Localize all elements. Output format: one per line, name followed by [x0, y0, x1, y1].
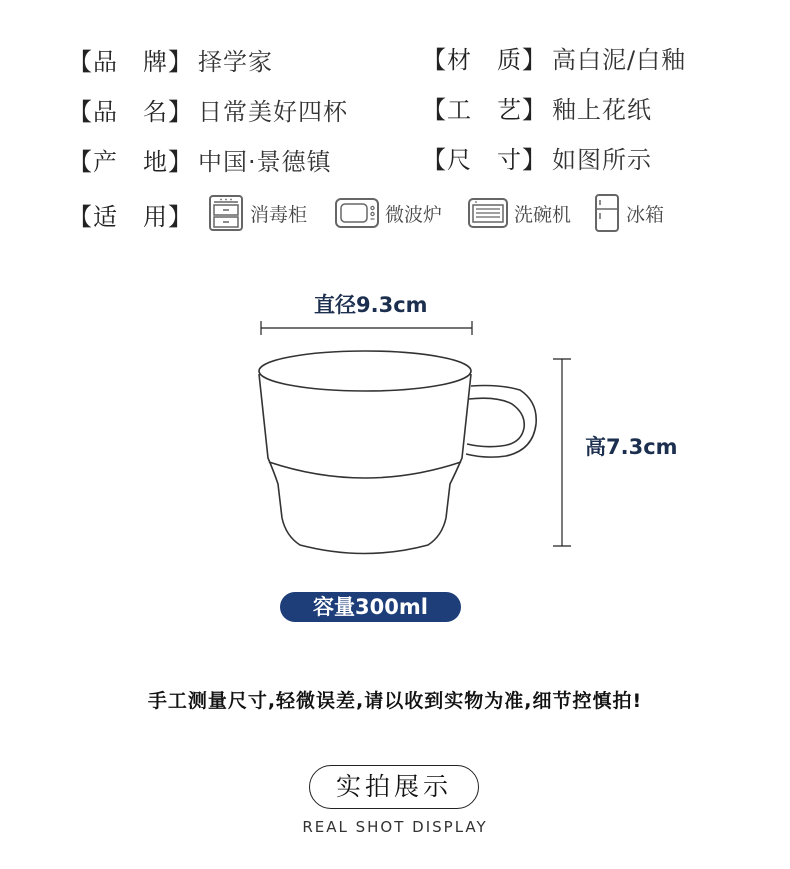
real-shot-display-title: 实拍展示	[309, 765, 479, 809]
usage-label: 【适 用】	[68, 203, 193, 231]
microwave-icon	[335, 197, 379, 229]
usage-row	[68, 193, 768, 233]
spec-value: 如图所示	[552, 146, 652, 174]
real-shot-display-subtitle: REAL SHOT DISPLAY	[302, 818, 488, 836]
usage-item-microwave	[335, 193, 442, 233]
refrigerator-icon	[594, 194, 620, 232]
cup-outline	[259, 351, 536, 554]
height-dimension-line	[553, 359, 571, 546]
usage-item-label: 冰箱	[626, 203, 665, 226]
usage-item-dishwasher	[468, 193, 571, 233]
spec-value: 釉上花纸	[552, 96, 652, 124]
usage-item-label: 微波炉	[385, 203, 443, 226]
diameter-label: 直径9.3cm	[314, 293, 428, 317]
usage-item-label: 消毒柜	[250, 203, 308, 226]
diameter-dimension-line	[261, 321, 472, 335]
spec-label: 【工 艺】	[422, 96, 547, 124]
spec-label: 【尺 寸】	[422, 146, 547, 174]
spec-label: 【品 牌】	[68, 48, 193, 76]
usage-item-label: 洗碗机	[514, 203, 572, 226]
spec-label: 【材 质】	[422, 46, 547, 74]
spec-value: 高白泥/白釉	[552, 46, 687, 74]
height-label: 高7.3cm	[585, 435, 678, 459]
spec-label: 【产 地】	[68, 148, 193, 176]
spec-value: 择学家	[198, 48, 273, 76]
usage-item-disinfection-cabinet	[208, 193, 307, 233]
spec-label: 【品 名】	[68, 98, 193, 126]
usage-item-refrigerator	[594, 193, 664, 233]
dishwasher-icon	[468, 197, 508, 229]
measurement-note: 手工测量尺寸,轻微误差,请以收到实物为准,细节控慎拍!	[147, 690, 643, 712]
disinfection-cabinet-icon	[208, 195, 244, 231]
spec-value: 日常美好四杯	[198, 98, 348, 126]
spec-value: 中国·景德镇	[198, 148, 332, 176]
capacity-badge: 容量300ml	[280, 592, 461, 622]
